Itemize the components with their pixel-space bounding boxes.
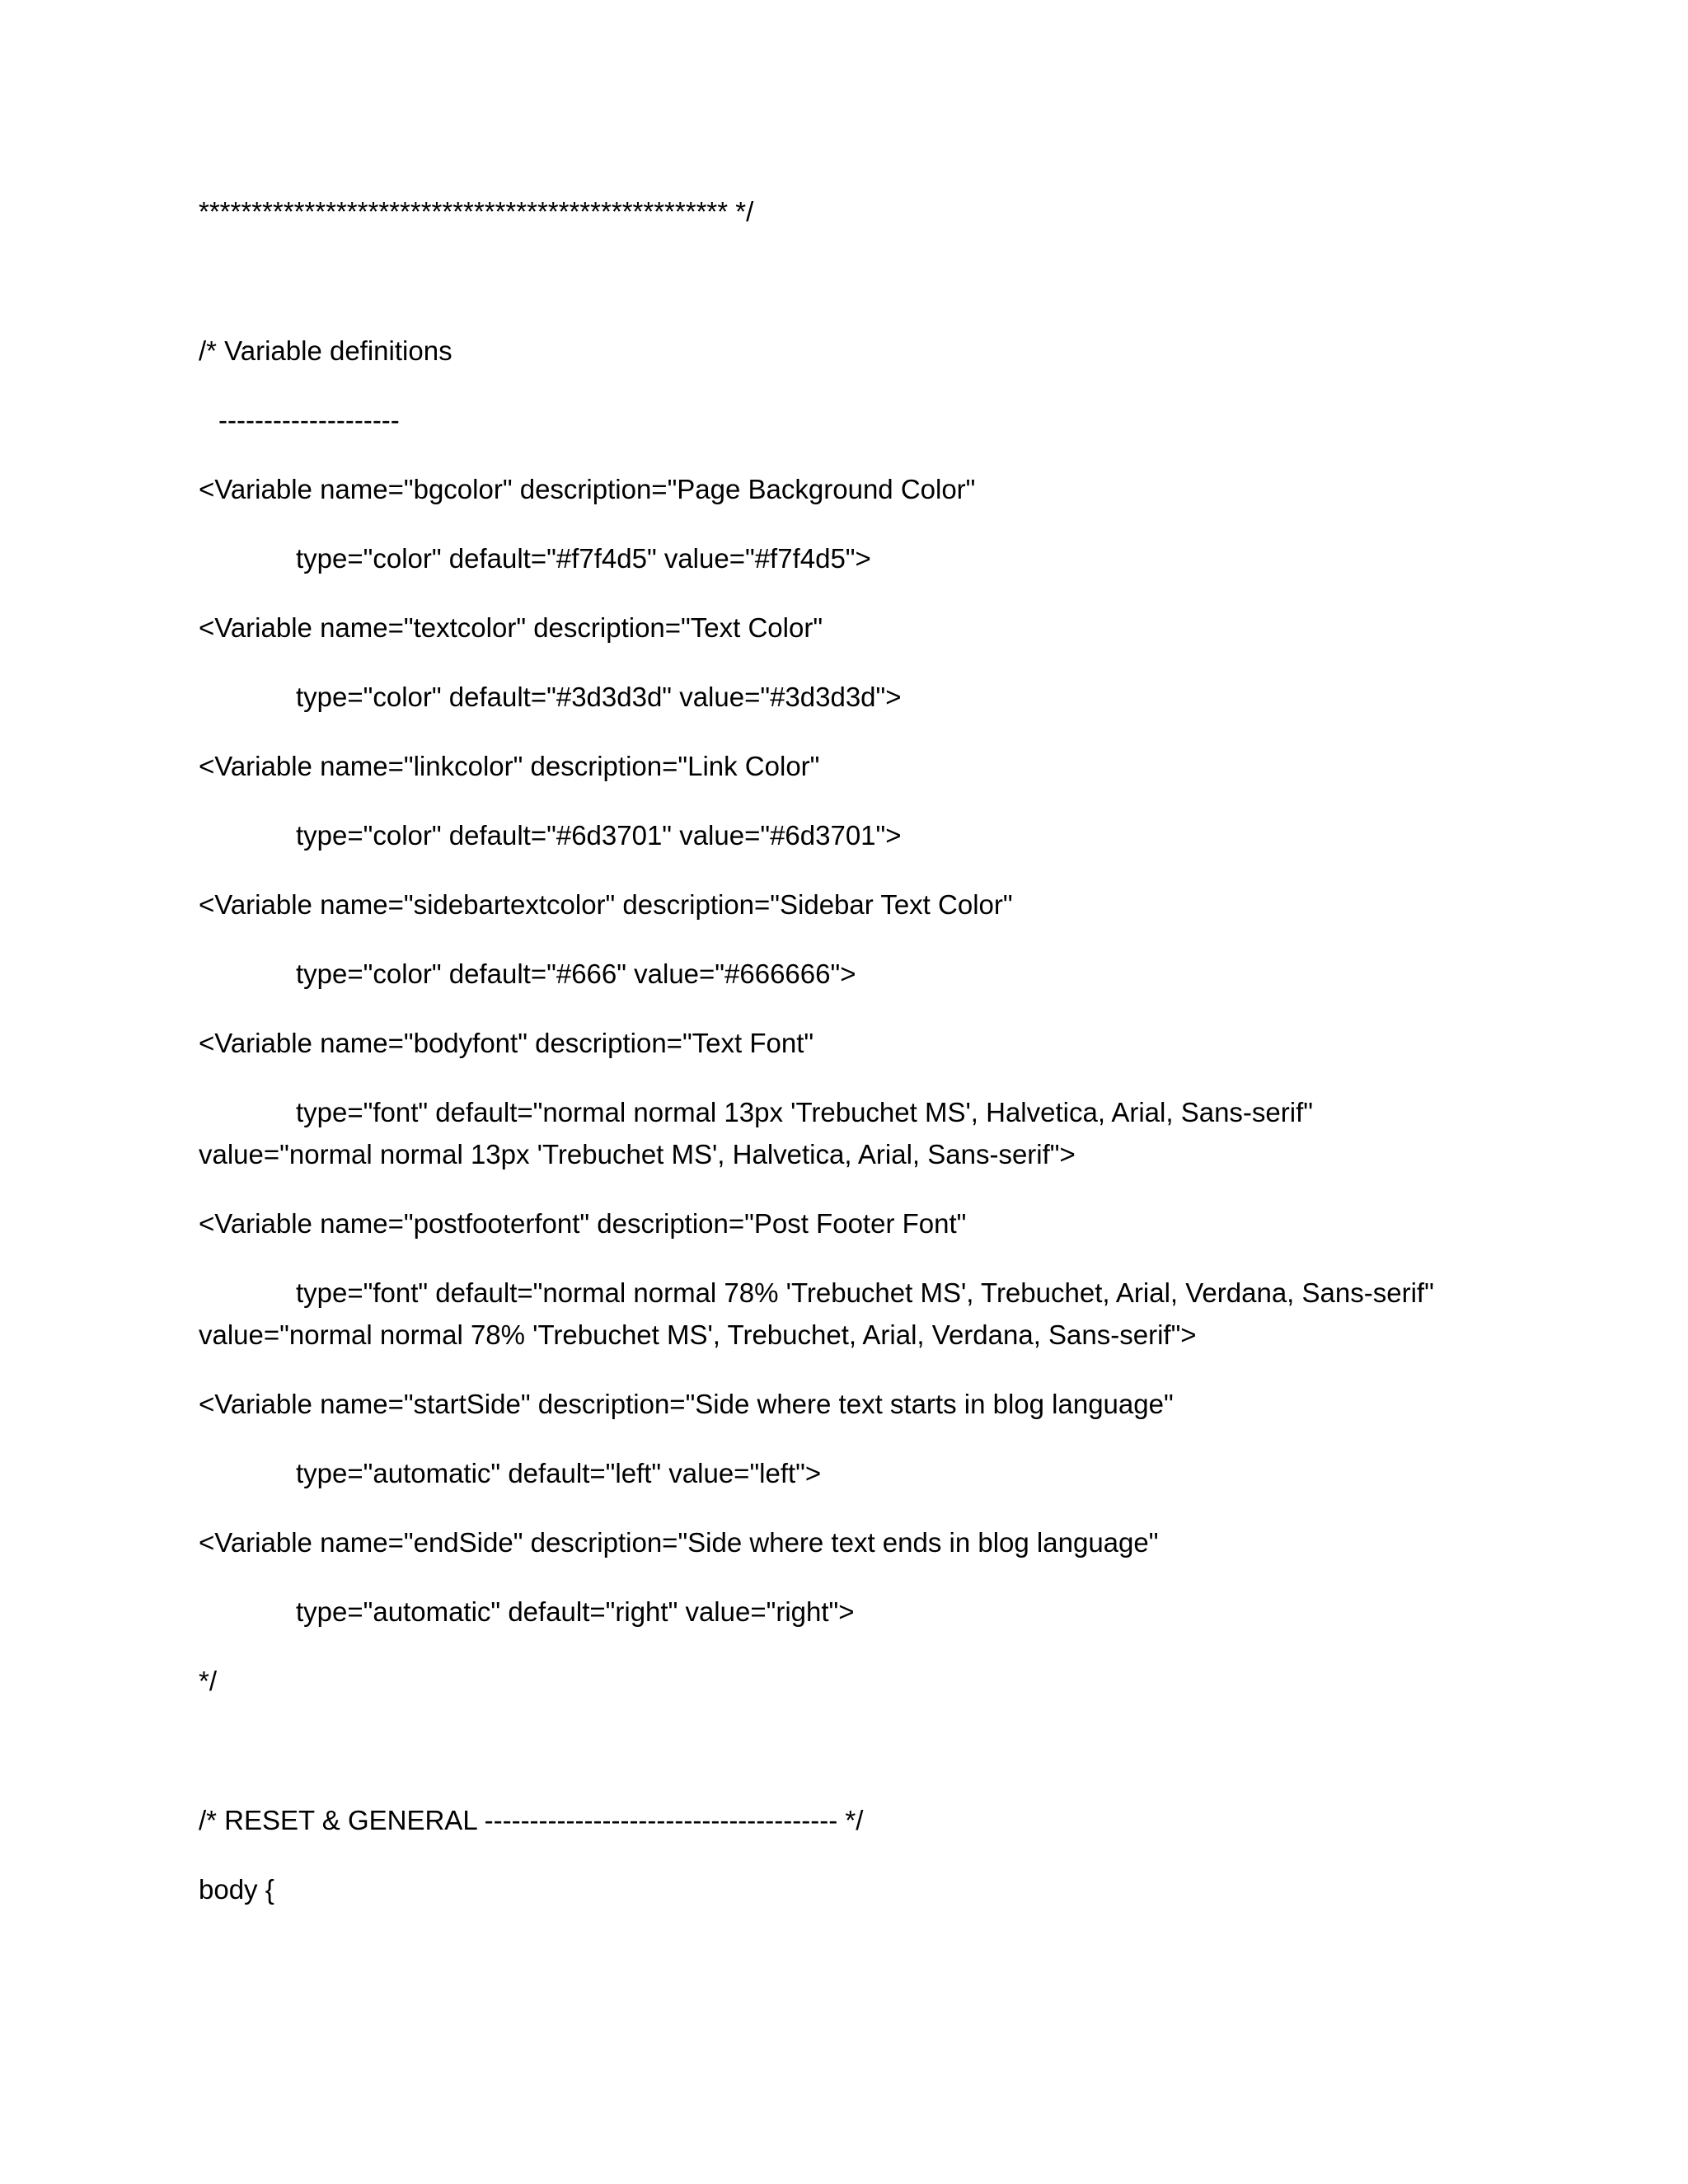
section-comment-variable-definitions: /* Variable definitions [199,335,452,366]
section-comment-reset-general: /* RESET & GENERAL --------------------------------------- */ [199,1805,864,1835]
variable-linkcolor-attrs: type="color" default="#6d3701" value="#6d3701"> [296,820,902,851]
variable-bodyfont-attrs: type="font" default="normal normal 13px 'Trebuchet MS', Halvetica, Arial, Sans-serif" [296,1097,1313,1127]
variable-linkcolor-line: <Variable name="linkcolor" description="Link Color" [199,751,820,781]
variable-bodyfont-line: <Variable name="bodyfont" description="Text Font" [199,1028,814,1058]
variable-sidebartextcolor-line: <Variable name="sidebartextcolor" description="Sidebar Text Color" [199,889,1013,920]
variable-postfooterfont-value: value="normal normal 78% 'Trebuchet MS', Trebuchet, Arial, Verdana, Sans-serif"> [199,1319,1197,1350]
variable-bgcolor-attrs: type="color" default="#f7f4d5" value="#f7f4d5"> [296,543,871,574]
variable-postfooterfont-attrs: type="font" default="normal normal 78% 'Trebuchet MS', Trebuchet, Arial, Verdana, Sans-serif" [296,1277,1434,1308]
variable-endside-line: <Variable name="endSide" description="Side where text ends in blog language" [199,1527,1159,1558]
variable-textcolor-attrs: type="color" default="#3d3d3d" value="#3d3d3d"> [296,682,902,712]
body-selector-line: body { [199,1874,274,1905]
variable-endside-attrs: type="automatic" default="right" value="right"> [296,1596,855,1627]
comment-close: */ [199,1666,218,1696]
variable-bgcolor-line: <Variable name="bgcolor" description="Page Background Color" [199,474,976,504]
variable-startside-line: <Variable name="startSide" description="Side where text starts in blog language" [199,1389,1174,1419]
variable-bodyfont-value: value="normal normal 13px 'Trebuchet MS', Halvetica, Arial, Sans-serif"> [199,1139,1076,1169]
variable-postfooterfont-line: <Variable name="postfooterfont" description="Post Footer Font" [199,1208,967,1239]
variable-startside-attrs: type="automatic" default="left" value="left"> [296,1458,822,1488]
variable-textcolor-line: <Variable name="textcolor" description="Text Color" [199,612,823,643]
dash-separator: -------------------- [218,405,400,435]
variable-sidebartextcolor-attrs: type="color" default="#666" value="#666666"> [296,958,856,989]
comment-end-line: ************************************************** */ [199,196,754,227]
